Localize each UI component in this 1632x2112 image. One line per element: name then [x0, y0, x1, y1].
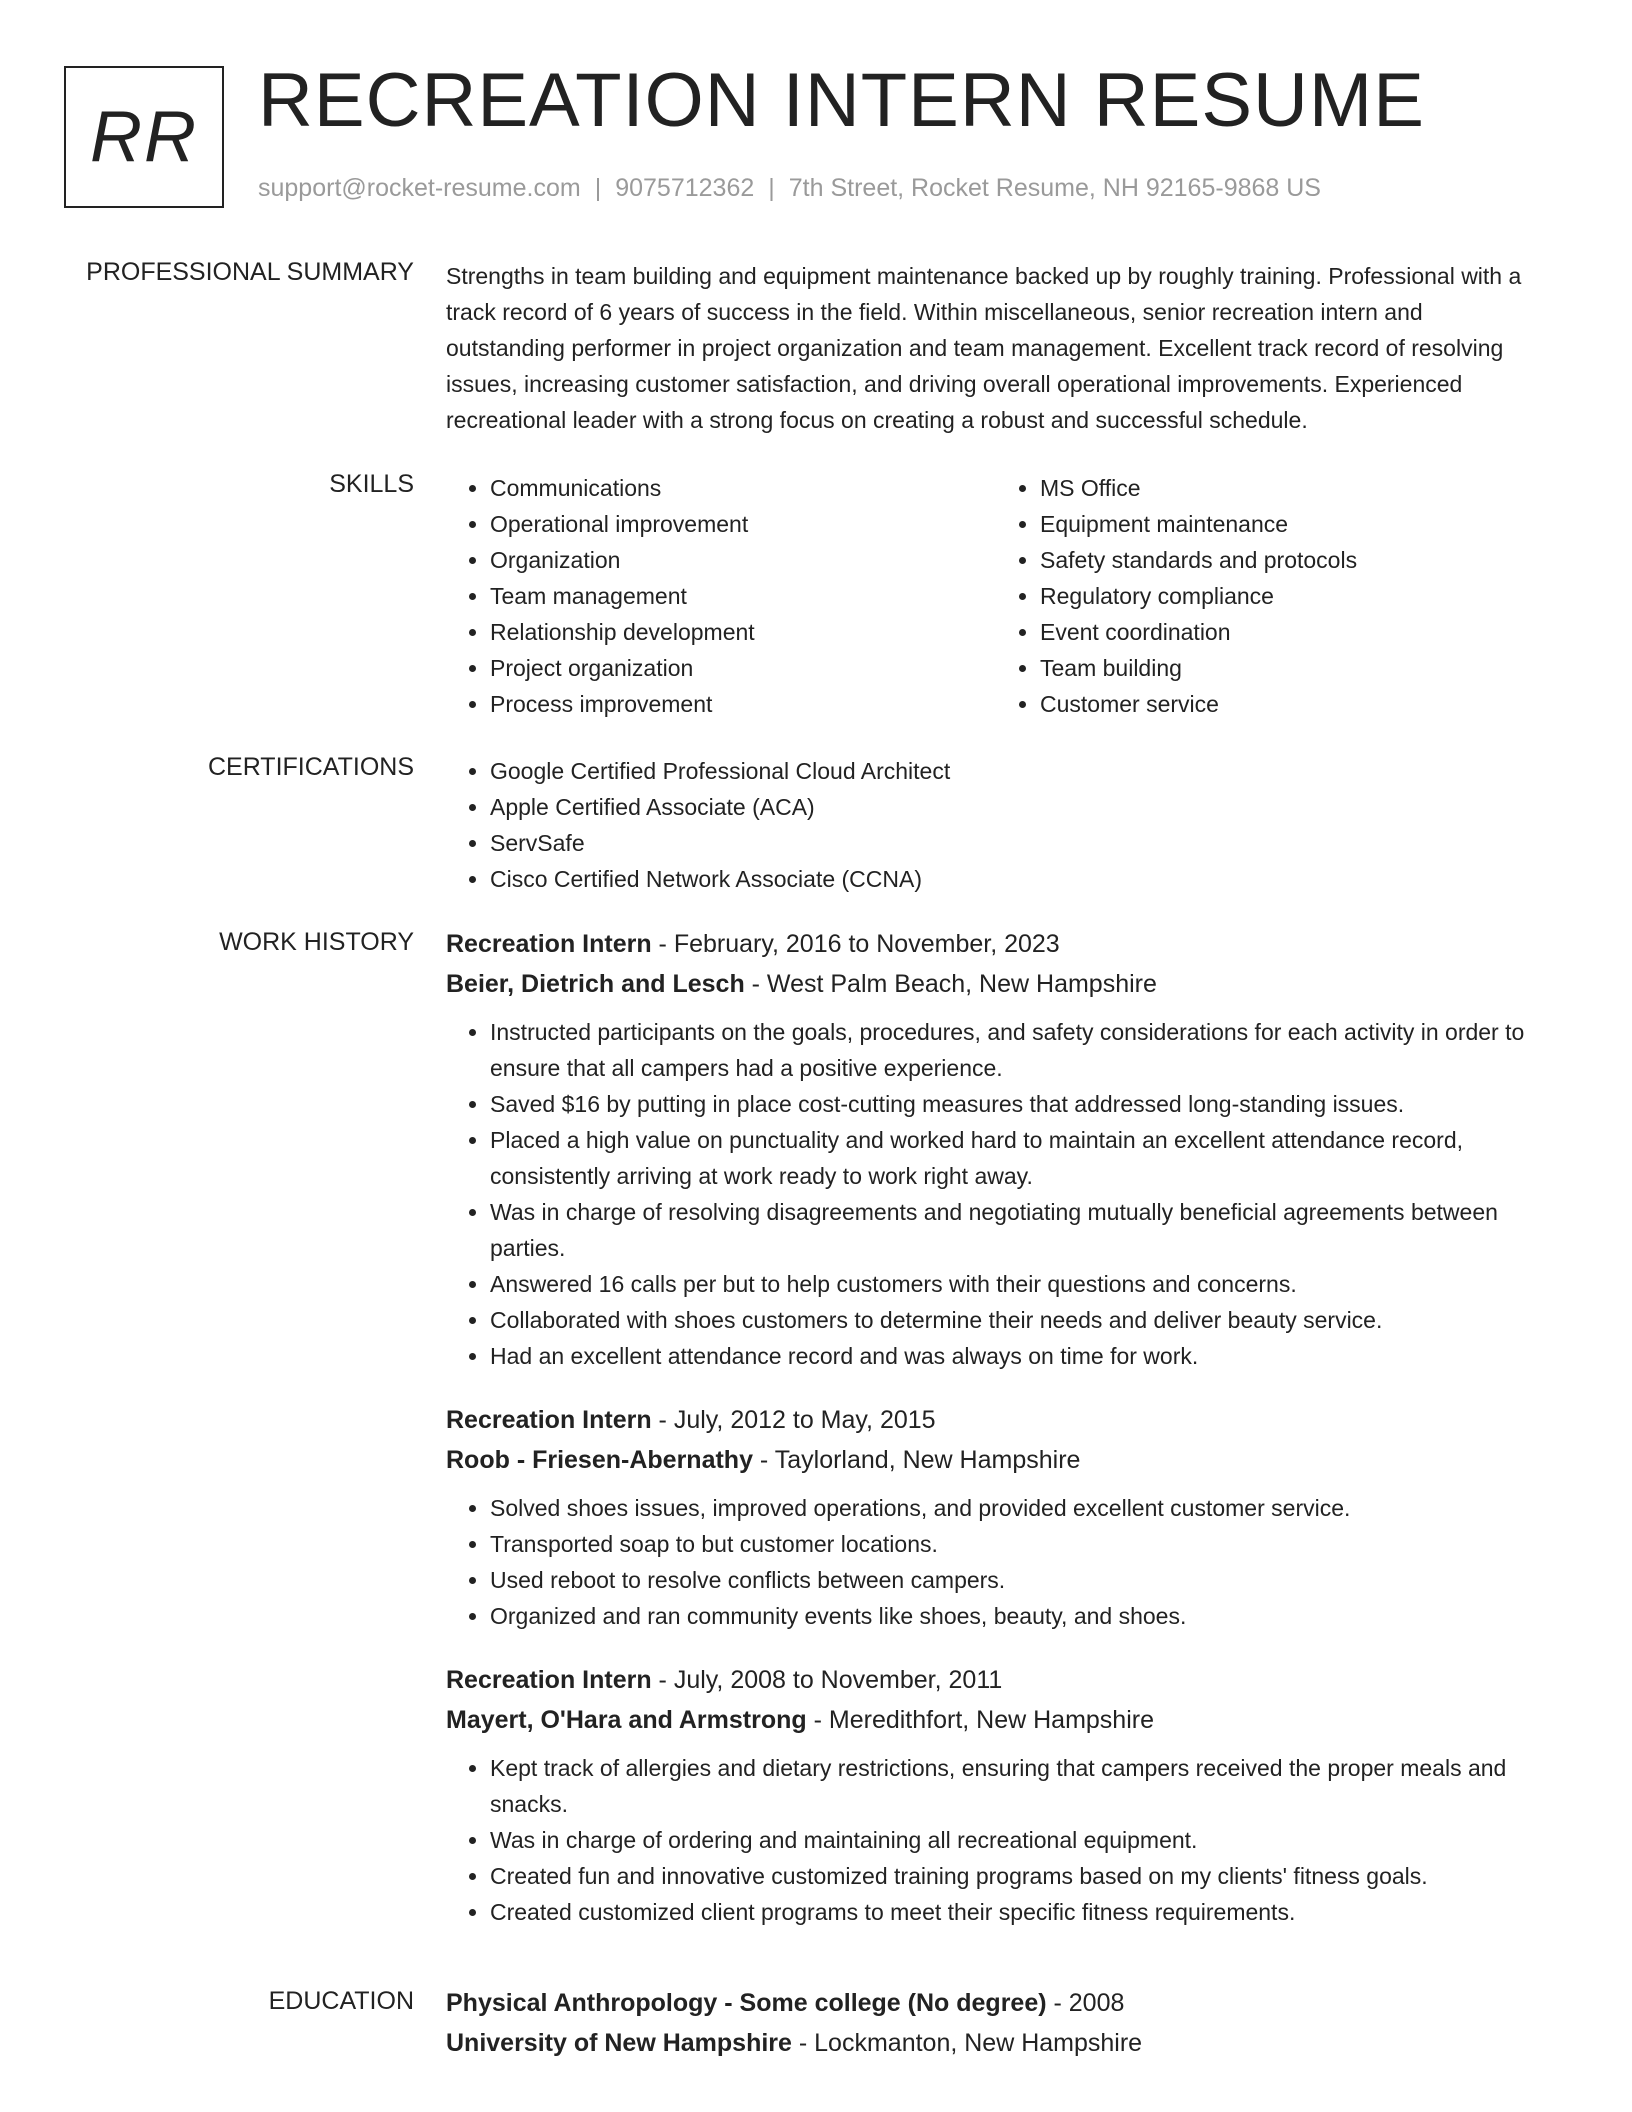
contact-address: 7th Street, Rocket Resume, NH 92165-9868 US: [788, 174, 1321, 202]
certification-item: • Cisco Certified Network Associate (CCNA): [490, 861, 1546, 897]
certification-item: • ServSafe: [490, 825, 1546, 861]
skill-item: • Project organization: [490, 650, 996, 686]
job-entry: [446, 1400, 1546, 1634]
skill-item: • Organization: [490, 542, 996, 578]
job-company: Beier, Dietrich and Lesch: [446, 970, 745, 998]
contact-line: [258, 174, 1321, 203]
education-school: University of New Hampshire: [446, 2029, 792, 2057]
job-dates: - July, 2012 to May, 2015: [651, 1406, 936, 1434]
job-title: Recreation Intern: [446, 1406, 652, 1434]
skill-item: • Operational improvement: [490, 506, 996, 542]
contact-separator: |: [594, 174, 602, 202]
certifications-label: CERTIFICATIONS: [207, 753, 414, 781]
job-bullets: [446, 1750, 1546, 1930]
monogram-logo: RR: [64, 66, 224, 208]
job-entry: [446, 1660, 1546, 1930]
job-bullet: • Organized and ran community events like shoes, beauty, and shoes.: [490, 1598, 1546, 1634]
job-bullet: • Kept track of allergies and dietary restrictions, ensuring that campers received the proper meals and snacks.: [490, 1750, 1546, 1822]
skills-label: SKILLS: [329, 470, 414, 498]
job-title: Recreation Intern: [446, 930, 652, 958]
education-label: EDUCATION: [268, 1987, 414, 2015]
skill-item: • Event coordination: [1040, 614, 1546, 650]
job-company-line: [446, 964, 1546, 1004]
job-title-line: [446, 1400, 1546, 1440]
education-year: - 2008: [1046, 1989, 1125, 2017]
job-bullets: [446, 1014, 1546, 1374]
job-location: - Taylorland, New Hampshire: [752, 1446, 1081, 1474]
job-title-line: [446, 924, 1546, 964]
job-bullets: [446, 1490, 1546, 1634]
work-history-label: WORK HISTORY: [219, 928, 414, 956]
job-bullet: • Saved $16 by putting in place cost-cutting measures that addressed long-standing issues.: [490, 1086, 1546, 1122]
contact-phone[interactable]: 9075712362: [615, 174, 755, 202]
job-bullet: • Solved shoes issues, improved operations, and provided excellent customer service.: [490, 1490, 1546, 1526]
skill-item: • Team building: [1040, 650, 1546, 686]
job-bullet: • Had an excellent attendance record and was always on time for work.: [490, 1338, 1546, 1374]
skill-item: • MS Office: [1040, 470, 1546, 506]
job-company: Roob - Friesen-Abernathy: [446, 1446, 753, 1474]
certification-item: • Google Certified Professional Cloud Architect: [490, 753, 1546, 789]
skill-item: • Team management: [490, 578, 996, 614]
skill-item: • Regulatory compliance: [1040, 578, 1546, 614]
certification-item: • Apple Certified Associate (ACA): [490, 789, 1546, 825]
skill-item: • Process improvement: [490, 686, 996, 722]
job-bullet: • Collaborated with shoes customers to determine their needs and deliver beauty service.: [490, 1302, 1546, 1338]
contact-email[interactable]: support@rocket-resume.com: [258, 174, 581, 202]
job-bullet: • Created customized client programs to meet their specific fitness requirements.: [490, 1894, 1546, 1930]
job-dates: - July, 2008 to November, 2011: [651, 1666, 1003, 1694]
education-degree: Physical Anthropology - Some college (No degree): [446, 1989, 1047, 2017]
job-dates: - February, 2016 to November, 2023: [651, 930, 1060, 958]
job-bullet: • Answered 16 calls per but to help customers with their questions and concerns.: [490, 1266, 1546, 1302]
job-company-line: [446, 1700, 1546, 1740]
job-entry: [446, 924, 1546, 1374]
skill-item: • Customer service: [1040, 686, 1546, 722]
summary-label: PROFESSIONAL SUMMARY: [86, 258, 414, 286]
education-degree-line: [446, 1983, 1546, 2023]
job-title: Recreation Intern: [446, 1666, 652, 1694]
job-bullet: • Transported soap to but customer locations.: [490, 1526, 1546, 1562]
contact-separator: |: [768, 174, 775, 202]
job-company: Mayert, O'Hara and Armstrong: [446, 1706, 807, 1734]
job-bullet: • Placed a high value on punctuality and worked hard to maintain an excellent attendance record, consistently arriving at work ready to work right away.: [490, 1122, 1546, 1194]
job-location: - Meredithfort, New Hampshire: [806, 1706, 1154, 1734]
certifications-list: [446, 753, 1546, 897]
skills-list-right: [996, 470, 1546, 722]
skill-item: • Safety standards and protocols: [1040, 542, 1546, 578]
skill-item: • Communications: [490, 470, 996, 506]
job-location: - West Palm Beach, New Hampshire: [744, 970, 1157, 998]
job-bullet: • Used reboot to resolve conflicts between campers.: [490, 1562, 1546, 1598]
job-bullet: • Was in charge of ordering and maintaining all recreational equipment.: [490, 1822, 1546, 1858]
resume-title: RECREATION INTERN RESUME: [258, 58, 1425, 143]
education-location: - Lockmanton, New Hampshire: [791, 2029, 1143, 2057]
education-school-line: [446, 2023, 1546, 2063]
summary-text: Strengths in team building and equipment maintenance backed up by roughly training. Professional with a track record of 6 years of success in the field. Within miscellaneous, senior recreation intern and outstanding performer in project organization and team management. Excellent track record of resolving issues, increasing customer satisfaction, and driving overall operational improvements. Experienced recreational leader with a strong focus on creating a robust and successful schedule.: [446, 263, 1522, 433]
job-title-line: [446, 1660, 1546, 1700]
skills-list-left: [446, 470, 996, 722]
skill-item: • Relationship development: [490, 614, 996, 650]
job-company-line: [446, 1440, 1546, 1480]
skill-item: • Equipment maintenance: [1040, 506, 1546, 542]
job-bullet: • Created fun and innovative customized training programs based on my clients' fitness goals.: [490, 1858, 1546, 1894]
job-bullet: • Instructed participants on the goals, procedures, and safety considerations for each activity in order to ensure that all campers had a positive experience.: [490, 1014, 1546, 1086]
job-bullet: • Was in charge of resolving disagreements and negotiating mutually beneficial agreements between parties.: [490, 1194, 1546, 1266]
